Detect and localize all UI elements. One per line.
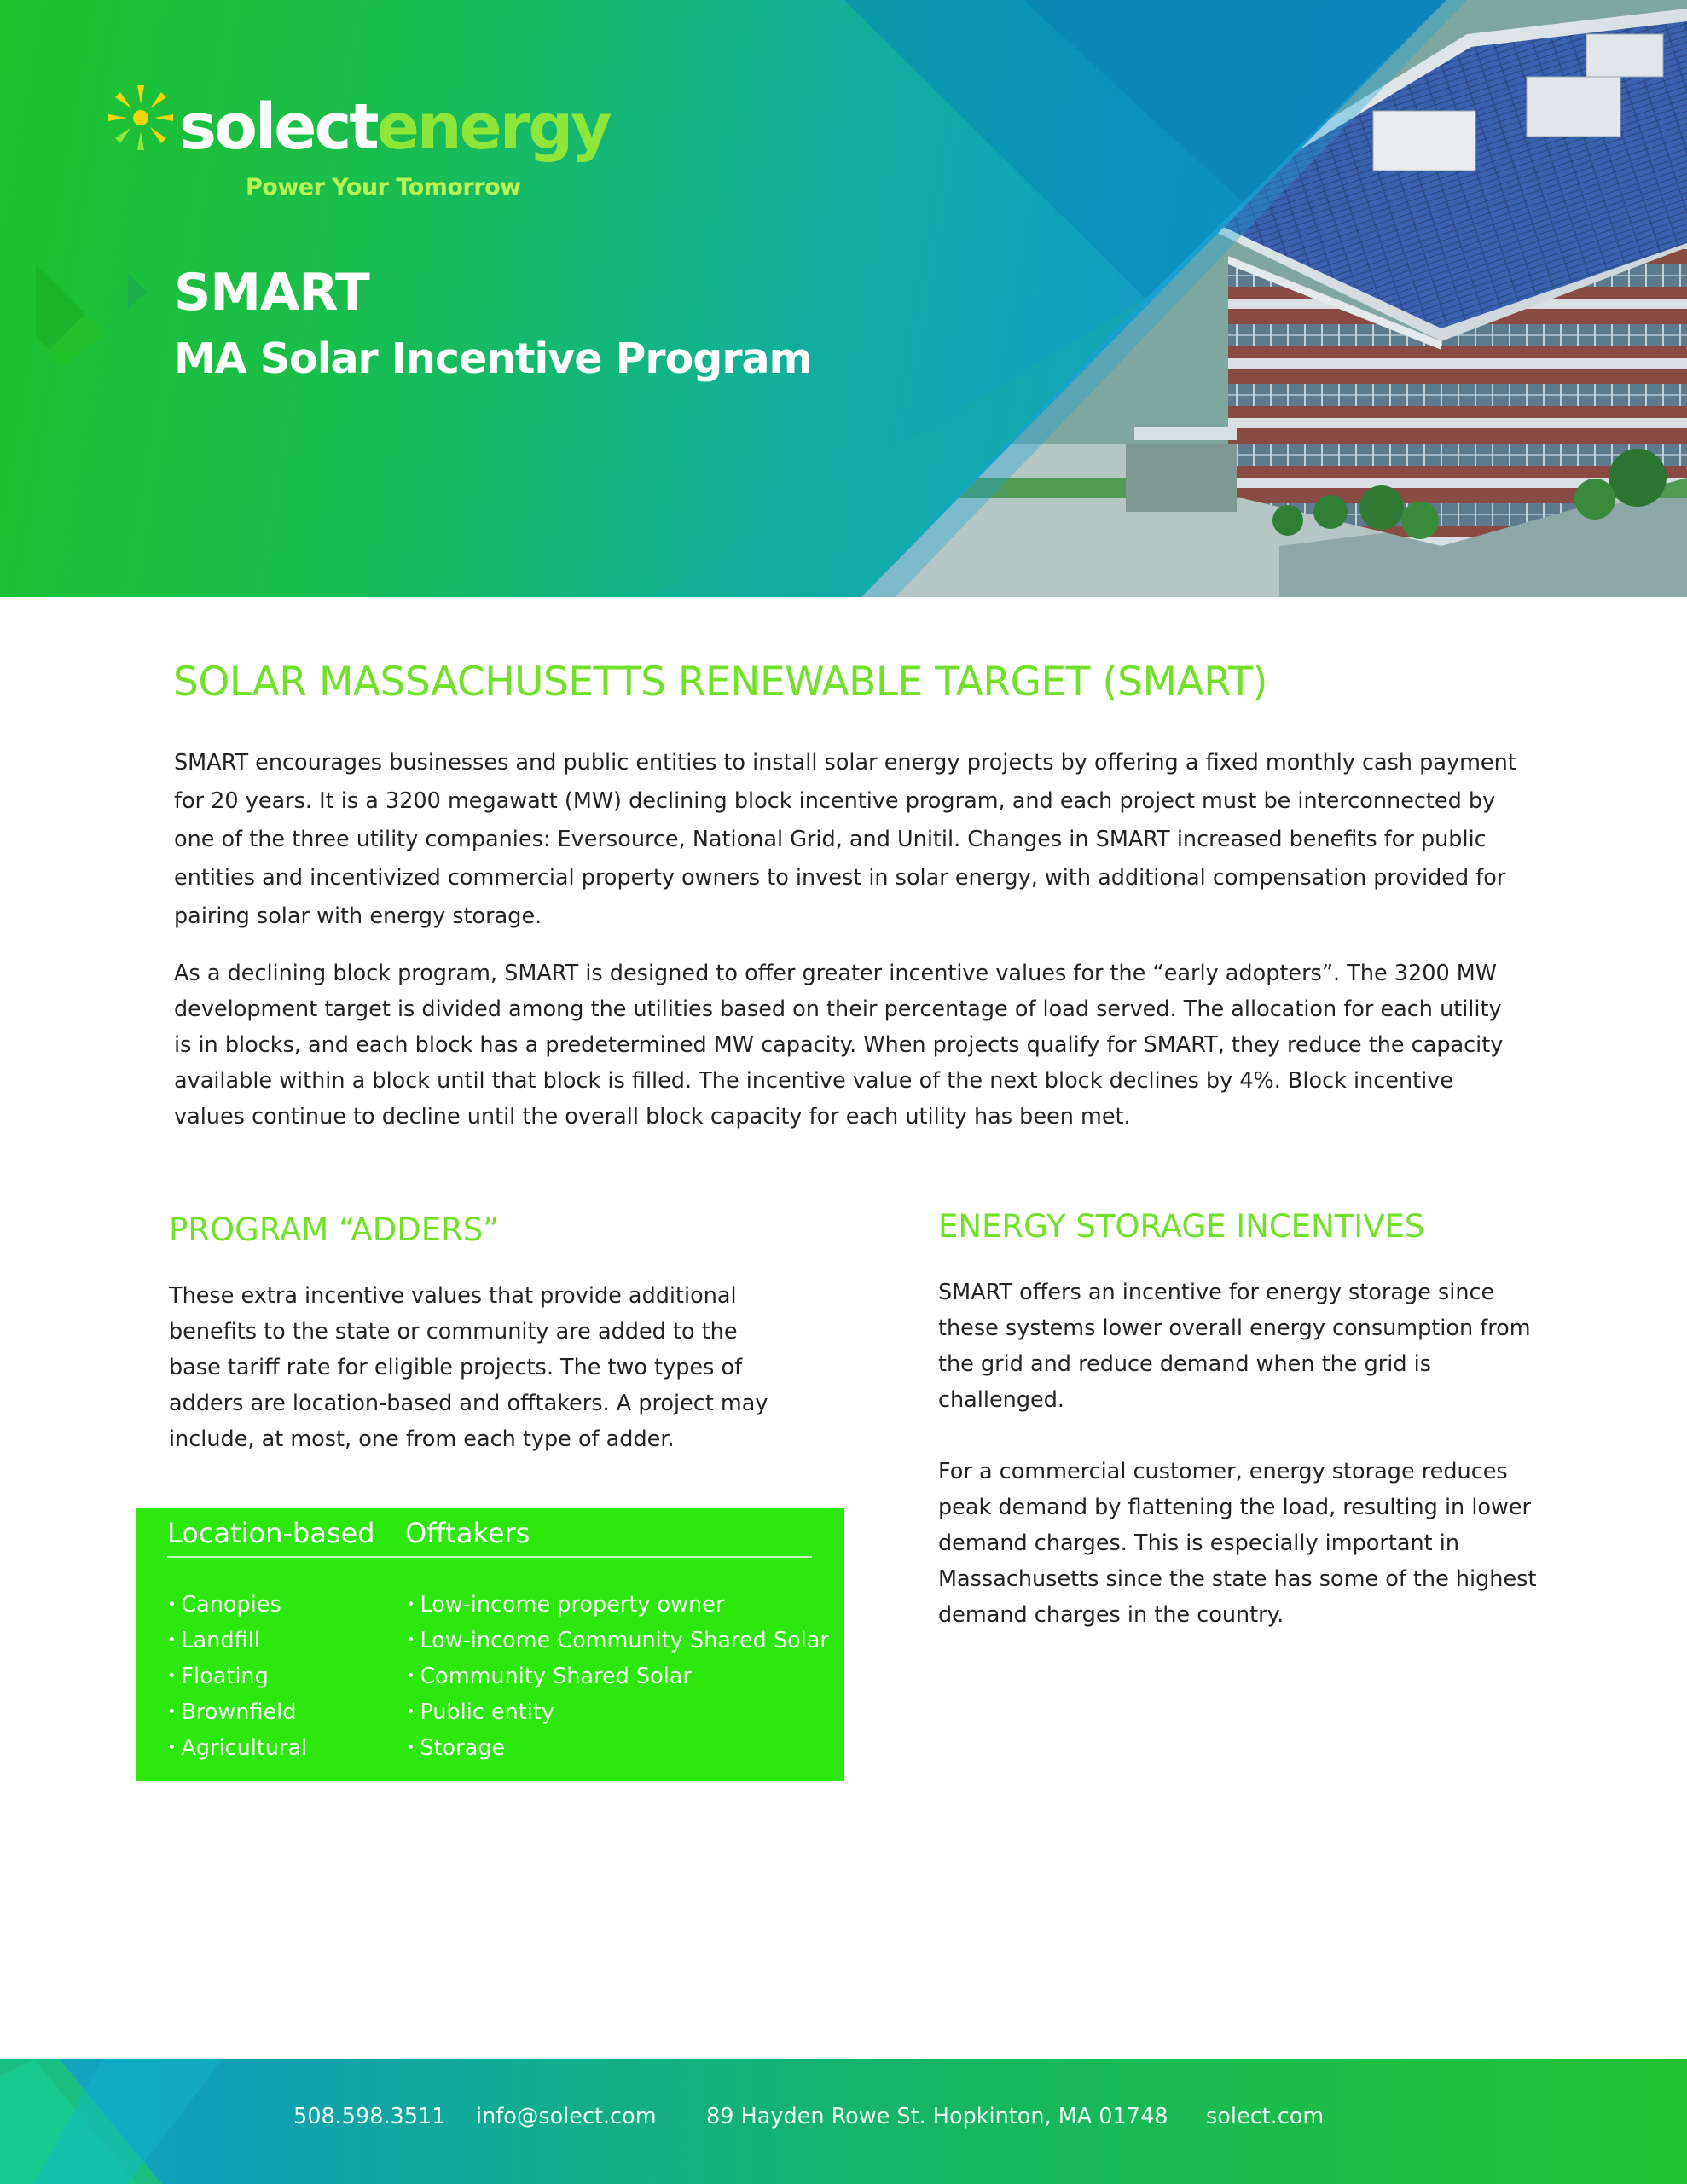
location-based-list [167, 1587, 307, 1766]
list-item: • Floating [167, 1658, 307, 1694]
logo-word-energy: energy [376, 90, 610, 164]
footer-phone[interactable]: 508.598.3511 [293, 2104, 446, 2129]
list-item: • Community Shared Solar [406, 1658, 829, 1694]
list-item: • Landfill [167, 1623, 307, 1658]
list-item: • Storage [406, 1730, 829, 1766]
list-item: • Canopies [167, 1587, 307, 1623]
smart-heading: SOLAR MASSACHUSETTS RENEWABLE TARGET (SMART) [173, 659, 1267, 706]
offtakers-header: Offtakers [405, 1517, 530, 1549]
storage-paragraph-1: SMART offers an incentive for energy storage since these systems lower overall energy consumption from the grid and reduce demand when the grid is challenged. [938, 1280, 1531, 1413]
footer-website[interactable]: solect.com [1206, 2104, 1325, 2129]
adders-body: These extra incentive values that provide additional benefits to the state or community are added to the base tariff rate for eligible projects. The two types of adders are location-based and offtakers. A project may include, at most, one from each type of adder. [169, 1283, 768, 1452]
hero-banner [0, 0, 1687, 597]
logo-tagline: Power Your Tomorrow [246, 174, 521, 200]
storage-heading: ENERGY STORAGE INCENTIVES [938, 1208, 1425, 1245]
storage-paragraph-2: For a commercial customer, energy storage reduces peak demand by flattening the load, resulting in lower demand charges. This is especially important in Massachusetts since the state has some of the highest demand charges in the country. [938, 1459, 1537, 1628]
intro-paragraph-1: SMART encourages businesses and public entities to install solar energy projects by offering a fixed monthly cash payment for 20 years. It is a 3200 megawatt (MW) declining block incentive program, and each project must be interconnected by one of the three utility companies: Eversource, National Grid, and Unitil. Changes in SMART increased benefits for public entities and incentivized commercial property owners to invest in solar energy, with additional compensation provided for pairing solar with energy storage. [174, 750, 1516, 929]
intro-paragraph-2: As a declining block program, SMART is designed to offer greater incentive values for the “early adopters”. The 3200 MW development target is divided among the utilities based on their percentage of load served. The allocation for each utility is in blocks, and each block has a predetermined MW capacity. When projects qualify for SMART, they reduce the capacity available within a block until that block is filled. The incentive value of the next block declines by 4%. Block incentive values continue to decline until the overall block capacity for each utility has been met. [174, 961, 1504, 1130]
sun-icon [102, 82, 179, 167]
adders-heading: PROGRAM “ADDERS” [169, 1211, 500, 1248]
solect-energy-logo [102, 78, 610, 206]
adders-table [136, 1508, 844, 1781]
page-title: SMART [174, 263, 369, 322]
footer-address: 89 Hayden Rowe St. Hopkinton, MA 01748 [706, 2104, 1168, 2129]
list-item: • Low-income property owner [406, 1587, 829, 1623]
location-based-header: Location-based [167, 1517, 375, 1549]
list-item: • Low-income Community Shared Solar [406, 1623, 829, 1658]
page-subtitle: MA Solar Incentive Program [174, 334, 812, 383]
list-item: • Public entity [406, 1694, 829, 1730]
offtakers-list [406, 1587, 829, 1766]
logo-word-solect: solect [179, 90, 377, 164]
logo-wordmark [179, 90, 610, 164]
footer [0, 2059, 1687, 2184]
storage-body [938, 1275, 1561, 1669]
list-item: • Agricultural [167, 1730, 307, 1766]
table-divider [167, 1556, 812, 1558]
list-item: • Brownfield [167, 1694, 307, 1730]
footer-email[interactable]: info@solect.com [476, 2104, 657, 2129]
